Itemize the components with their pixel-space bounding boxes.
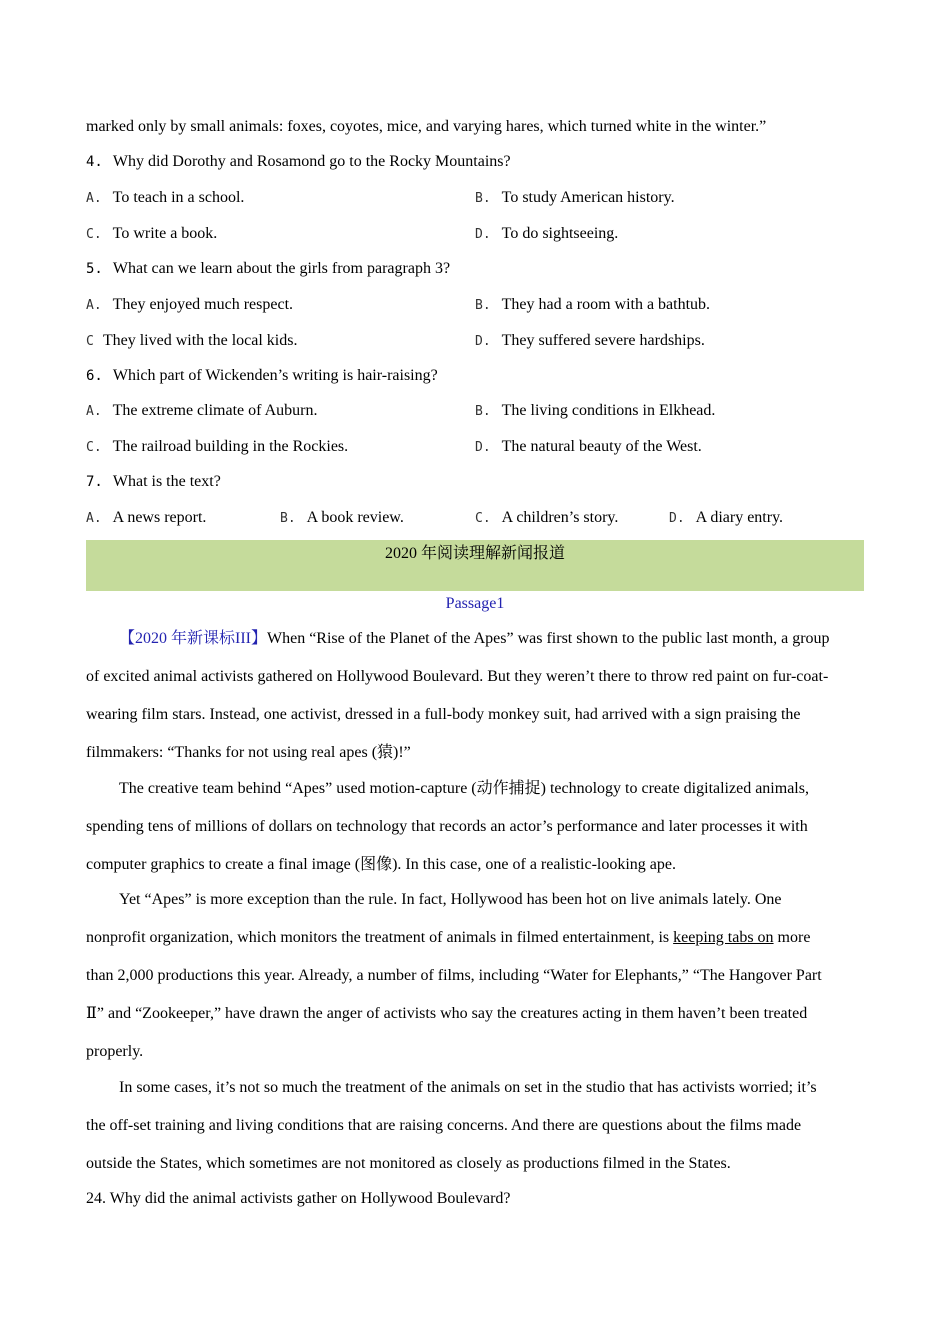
option-text: They suffered severe hardships. xyxy=(501,332,705,349)
question-number: 7. xyxy=(86,474,103,490)
paragraph-line: Yet “Apes” is more exception than the rule. In fact, Hollywood has been hot on live animals lately. One xyxy=(119,891,782,908)
paragraph-line: properly. xyxy=(86,1043,144,1060)
question-7 xyxy=(86,472,221,492)
question-text: Why did Dorothy and Rosamond go to the Rocky Mountains? xyxy=(112,153,511,170)
paragraph-4 xyxy=(86,1069,864,1183)
source-tag: 【2020 年新课标III】 xyxy=(119,630,267,647)
q6-option-c xyxy=(86,437,348,458)
paragraph-line: wearing film stars. Instead, one activist, dressed in a full-body monkey suit, had arrived with a sign praising the xyxy=(86,706,801,723)
option-text: To study American history. xyxy=(501,189,675,206)
paragraph-line: In some cases, it’s not so much the treatment of the animals on set in the studio that has activists worried; it’s xyxy=(119,1079,817,1096)
paragraph-line: computer graphics to create a final image (图像). In this case, one of a realistic-looking ape. xyxy=(86,856,676,873)
q4-option-c xyxy=(86,224,217,245)
option-text: To write a book. xyxy=(112,225,218,242)
paragraph-line: spending tens of millions of dollars on technology that records an actor’s performance and later processes it with xyxy=(86,818,808,835)
line-text: nonprofit organization, which monitors the treatment of animals in filmed entertainment, is xyxy=(86,929,674,946)
question-6 xyxy=(86,366,438,386)
option-label: A. xyxy=(86,511,102,526)
question-number: 4. xyxy=(86,154,103,170)
q5-option-a xyxy=(86,295,293,316)
paragraph-1 xyxy=(86,620,864,772)
option-text: The natural beauty of the West. xyxy=(501,438,702,455)
q5-option-c xyxy=(86,331,297,352)
paragraph-line: The creative team behind “Apes” used motion-capture (动作捕捉) technology to create digitalized animals, xyxy=(119,780,809,797)
option-label: B. xyxy=(475,191,491,206)
option-text: A book review. xyxy=(306,509,404,526)
option-text: The railroad building in the Rockies. xyxy=(112,438,349,455)
q4-option-d xyxy=(475,224,618,245)
option-text: To do sightseeing. xyxy=(501,225,619,242)
question-24: 24. Why did the animal activists gather on Hollywood Boulevard? xyxy=(86,1190,511,1207)
option-text: The extreme climate of Auburn. xyxy=(112,402,318,419)
question-number: 6. xyxy=(86,368,103,384)
option-text: A children’s story. xyxy=(501,509,619,526)
paragraph-line: filmmakers: “Thanks for not using real apes (猿)!” xyxy=(86,744,411,761)
option-label: C. xyxy=(86,227,102,242)
option-label: D. xyxy=(669,511,685,526)
q7-option-d xyxy=(669,508,783,529)
section-banner xyxy=(86,540,864,591)
option-text: They enjoyed much respect. xyxy=(112,296,294,313)
question-number: 5. xyxy=(86,261,103,277)
line-text: more xyxy=(773,929,811,946)
option-text: The living conditions in Elkhead. xyxy=(501,402,716,419)
option-label: C. xyxy=(475,511,491,526)
previous-passage-end: marked only by small animals: foxes, coyotes, mice, and varying hares, which turned white in the winter.” xyxy=(86,118,767,135)
paragraph-2 xyxy=(86,770,864,884)
question-4 xyxy=(86,152,511,172)
paragraph-line: Ⅱ” and “Zookeeper,” have drawn the anger of activists who say the creatures acting in them haven’t been treated xyxy=(86,1005,808,1022)
paragraph-line: outside the States, which sometimes are not monitored as closely as productions filmed in the States. xyxy=(86,1155,731,1172)
option-label: A. xyxy=(86,298,102,313)
option-text: They had a room with a bathtub. xyxy=(501,296,711,313)
paragraph-line xyxy=(86,919,864,957)
line-text: When “Rise of the Planet of the Apes” was first shown to the public last month, a group xyxy=(267,630,830,647)
option-label: B. xyxy=(475,404,491,419)
q6-option-d xyxy=(475,437,702,458)
option-label: B. xyxy=(280,511,296,526)
paragraph-line: the off-set training and living conditions that are raising concerns. And there are questions about the films made xyxy=(86,1117,802,1134)
paragraph-line xyxy=(86,620,864,658)
section-banner-title: 2020 年阅读理解新闻报道 xyxy=(384,545,565,562)
q4-option-b xyxy=(475,188,675,209)
paragraph-line: of excited animal activists gathered on Hollywood Boulevard. But they weren’t there to throw red paint on fur-coat- xyxy=(86,668,829,685)
option-label: A. xyxy=(86,404,102,419)
option-label: A. xyxy=(86,191,102,206)
option-label: C. xyxy=(86,440,102,455)
q6-option-a xyxy=(86,401,317,422)
paragraph-line: than 2,000 productions this year. Already, a number of films, including “Water for Elephants,” “The Hangover Part xyxy=(86,967,822,984)
question-text: What can we learn about the girls from paragraph 3? xyxy=(112,260,451,277)
option-label: C xyxy=(86,334,94,349)
option-text: A diary entry. xyxy=(695,509,784,526)
underlined-phrase: keeping tabs on xyxy=(673,929,774,946)
option-label: D. xyxy=(475,440,491,455)
passage-title: Passage1 xyxy=(445,595,505,612)
option-label: D. xyxy=(475,227,491,242)
option-label: B. xyxy=(475,298,491,313)
option-text: A news report. xyxy=(112,509,207,526)
question-5 xyxy=(86,259,450,279)
q7-option-a xyxy=(86,508,206,529)
option-text: To teach in a school. xyxy=(112,189,245,206)
paragraph-3 xyxy=(86,881,864,1071)
option-text: They lived with the local kids. xyxy=(102,332,298,349)
q5-option-b xyxy=(475,295,710,316)
q4-option-a xyxy=(86,188,244,209)
option-label: D. xyxy=(475,334,491,349)
question-text: Which part of Wickenden’s writing is hair-raising? xyxy=(112,367,438,384)
q7-option-b xyxy=(280,508,404,529)
q6-option-b xyxy=(475,401,715,422)
q5-option-d xyxy=(475,331,705,352)
q7-option-c xyxy=(475,508,618,529)
question-text: What is the text? xyxy=(112,473,221,490)
